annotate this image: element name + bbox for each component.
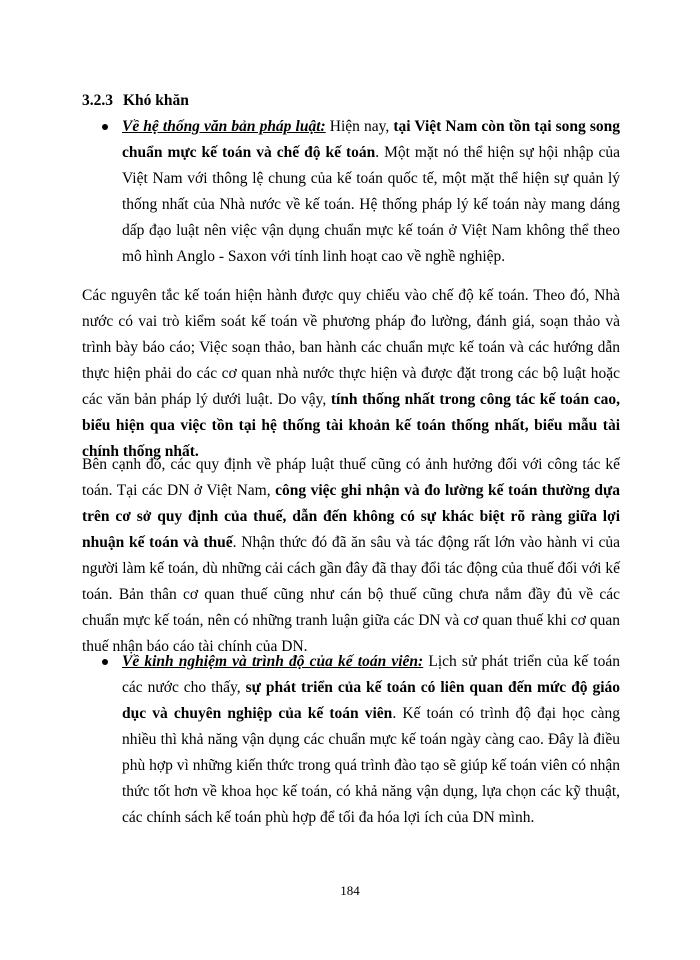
bullet-text: . Kế toán có trình độ đại học càng nhiều thì khả năng vận dụng các chuẩn mực kế toán ngày càng cao. Đây là điều phù hợp vì những kiến thức trong quá trình đào tạo sẽ giúp kế toán viên có nhận thức tốt hơn về khoa học kế toán, có khả năng vận dụng, lựa chọn các kỹ thuật, các chính sách kế toán phù hợp để tối đa hóa lợi ích của DN mình. [122, 705, 620, 826]
page-number: 184 [340, 883, 360, 898]
bullet-lead: Về kinh nghiệm và trình độ của kế toán viên: [122, 653, 424, 670]
bullet-dot-icon [102, 124, 108, 130]
bullet-text: Hiện nay, [325, 118, 394, 135]
paragraph-bold-text: công việc ghi nhận và đo lường kế toán thường dựa trên cơ sở quy định của thuế, dẫn đến không có sự khác biệt rõ ràng giữa lợi nhuận kế toán và thuế [82, 482, 621, 551]
bullet-bold-text: tại Việt Nam còn tồn tại song song chuẩn mực kế toán và chế độ kế toán [122, 118, 620, 161]
section-heading [82, 88, 189, 114]
bullet-accountant-experience [122, 649, 620, 831]
bullet-legal-system [122, 114, 620, 270]
paragraph-text: . Nhận thức đó đã ăn sâu và tác động rất lớn vào hành vi của người làm kế toán, dù những cải cách gần đây đã thay đổi tác động của thuế đối với kế toán. Bản thân cơ quan thuế cũng như cán bộ thuế cũng chưa nắm đầy đủ về các chuẩn mực kế toán, nên có những tranh luận giữa các DN và cơ quan thuế khi cơ quan thuế nhận báo cáo tài chính của DN. [82, 534, 621, 655]
bullet-dot-icon [102, 659, 108, 665]
section-title: Khó khăn [123, 92, 189, 109]
bullet-text: Lịch sử phát triển của kế toán các nước cho thấy, [122, 653, 620, 696]
paragraph-text: Bên cạnh đó, các quy định về pháp luật thuế cũng có ảnh hưởng đối với công tác kế toán. Tại các DN ở Việt Nam, [82, 456, 620, 499]
paragraph-bold-text: tính thống nhất trong công tác kế toán cao, biểu hiện qua việc tồn tại hệ thống tài khoản kế toán thống nhất, biểu mẫu tài chính thống nhất. [82, 391, 620, 460]
paragraph-text: Các nguyên tắc kế toán hiện hành được quy chiếu vào chế độ kế toán. Theo đó, Nhà nước có vai trò kiểm soát kế toán về phương pháp đo lường, đánh giá, soạn thảo và trình bày báo cáo; Việc soạn thảo, ban hành các chuẩn mực kế toán và các hướng dẫn thực hiện phải do các cơ quan nhà nước thực hiện và được đặt trong các bộ luật hoặc các văn bản pháp lý dưới luật. Do vậy, [82, 287, 620, 408]
bullet-text: . Một mặt nó thể hiện sự hội nhập của Việt Nam với thông lệ chung của kế toán quốc tế, một mặt thể hiện sự quản lý thống nhất của Nhà nước về kế toán. Hệ thống pháp lý kế toán này mang dáng dấp đạo luật nên việc vận dụng chuẩn mực kế toán ở Việt Nam không thể theo mô hình Anglo - Saxon với tính linh hoạt cao về nghề nghiệp. [122, 144, 620, 265]
paragraph-tax-regulations [82, 452, 620, 660]
section-number: 3.2.3 [82, 92, 113, 109]
paragraph-accounting-principles [82, 283, 620, 465]
bullet-lead: Về hệ thống văn bản pháp luật: [122, 118, 326, 135]
bullet-bold-text: sự phát triển của kế toán có liên quan đến mức độ giáo dục và chuyên nghiệp của kế toán viên [122, 679, 620, 722]
